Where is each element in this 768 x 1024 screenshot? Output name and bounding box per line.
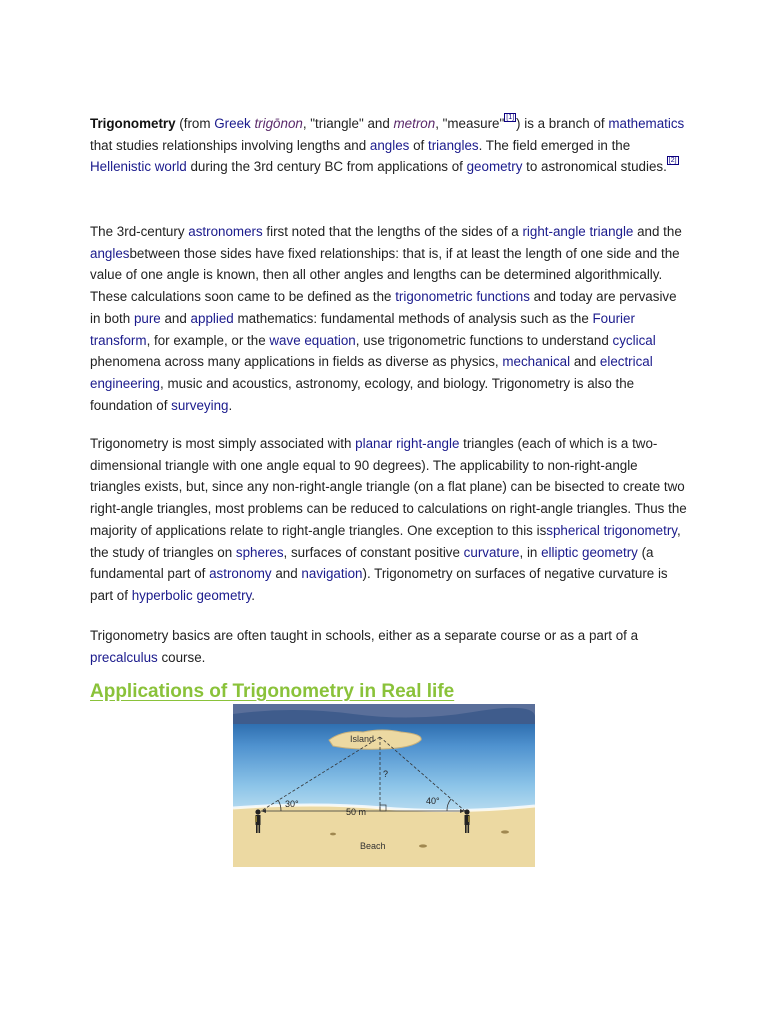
link-right-angle-triangle[interactable]: right-angle triangle [522,224,634,239]
reference-1[interactable]: [1] [506,114,515,121]
link-greek[interactable]: Greek [214,116,251,131]
figure-island-triangulation [233,704,535,867]
link-curvature[interactable]: curvature [463,544,520,560]
link-astronomy[interactable]: astronomy [209,566,272,582]
section-heading-applications[interactable]: Applications of Trigonometry in Real life [90,681,455,702]
paragraph-basics: Trigonometry basics are often taught in schools, either as a separate course or as a part of a precalculus course. [90,628,639,665]
link-elliptic-geometry[interactable]: elliptic geometry [541,544,638,560]
link-precalculus[interactable]: precalculus [90,649,158,665]
angle-label-right: 40° [426,796,440,806]
word-metron[interactable]: metron [393,116,436,131]
link-spherical-trigonometry[interactable]: spherical trigonometry [546,522,678,538]
link-angles[interactable]: angles [369,137,410,153]
link-trigonometric-functions[interactable]: trigonometric functions [395,289,530,305]
paragraph-intro: Trigonometry (from Greek trigōnon, "triangle" and metron, "measure" [1] ) is a branch of mathematics that studies relationships involving lengths and angles of triangles. The field emerged in the Hellenistic world during the 3rd century BC from applications of geometry to astronomical studies. [2] [90,114,685,175]
link-fourier-transform[interactable]: Fourier transform [90,310,635,348]
distance-label: 50 m [346,807,367,817]
link-mechanical[interactable]: mechanical [502,354,571,370]
link-applied[interactable]: applied [190,310,234,326]
link-electrical-engineering[interactable]: electrical engineering [90,354,653,391]
reference-2[interactable]: [2] [668,157,677,165]
link-angles-2[interactable]: angles [90,245,130,261]
term-trigonometry: Trigonometry [90,116,176,131]
paragraph-planar: Trigonometry is most simply associated with planar right-angle triangles (each of which is a two-dimensional triangle with one angle equal to 90 degrees). The applicability to non-right-angle triangles exists, but, since any non-right-angle triangle (on a flat plane) can be bisected to create two right-angle triangles, most problems can be reduced to calculations on right-angle triangles. Thus the majority of applications relate to right-angle triangles. One exception to this isspherical trigonometry, the study of triangles on spheres, surfaces of constant positive curvature, in elliptic geometry (a fundamental part of astronomy and navigation). Trigonometry on surfaces of negative curvature is part of hyperbolic geometry. [90,436,687,603]
link-triangles[interactable]: triangles [427,137,479,153]
link-navigation[interactable]: navigation [301,566,363,582]
link-astronomers[interactable]: astronomers [188,224,263,239]
pebble [501,830,509,833]
link-surveying[interactable]: surveying [171,397,229,413]
link-geometry[interactable]: geometry [466,159,523,175]
paragraph-history: The 3rd-century astronomers first noted that the lengths of the sides of a right-angle triangle and the anglesbetween those sides have fixed relationships: that is, if at least the length of one side and the value of one angle is known, then all other angles and lengths can be determined algorithmically. These calculations soon came to be defined as the trigonometric functions and today are pervasive in both pure and applied mathematics: fundamental methods of analysis such as the Fourier transform, for example, or the wave equation, use trigonometric functions to understand cyclical phenomena across many applications in fields as diverse as physics, mechanical and electrical engineering, music and acoustics, astronomy, ecology, and biology. Trigonometry is also the foundation of surveying. [90,224,682,413]
link-planar-right-angle[interactable]: planar right-angle [355,436,460,451]
link-spheres[interactable]: spheres [235,544,284,560]
island-label: Island [350,734,375,744]
link-pure[interactable]: pure [133,310,161,326]
link-wave-equation[interactable]: wave equation [269,332,356,348]
beach [233,805,535,867]
link-hyperbolic-geometry[interactable]: hyperbolic geometry [131,587,252,603]
unknown-height-label: ? [383,769,389,779]
triangulation-illustration [233,704,535,867]
beach-label: Beach [360,841,386,851]
link-mathematics[interactable]: mathematics [608,116,685,131]
link-cyclical[interactable]: cyclical [612,332,656,348]
word-trigonon[interactable]: trigōnon [254,116,303,131]
link-hellenistic-world[interactable]: Hellenistic world [90,159,187,175]
pebble [419,844,427,847]
pebble [330,833,336,836]
angle-label-left: 30° [285,799,299,809]
